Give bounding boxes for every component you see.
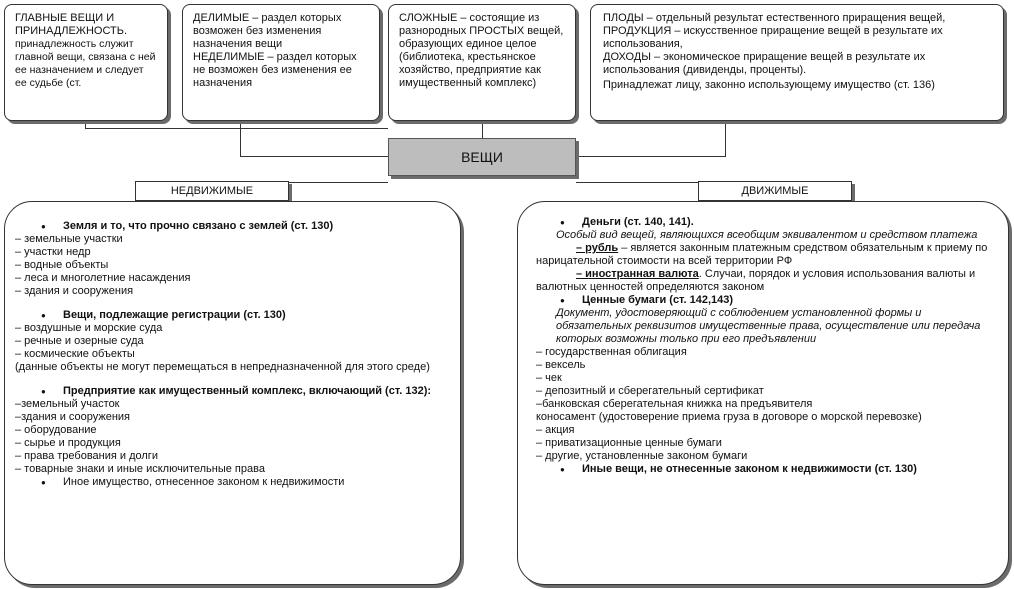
connector-left bbox=[289, 182, 388, 183]
box-main-things-title: ГЛАВНЫЕ ВЕЩИ И ПРИНАДЛЕЖНОСТЬ. bbox=[15, 12, 128, 37]
center-title: ВЕЩИ bbox=[461, 149, 503, 165]
list-item: – земельные участки bbox=[15, 233, 123, 245]
list-item: – чек bbox=[536, 372, 562, 384]
box-fruits bbox=[590, 4, 1004, 121]
list-item: – другие, установленные законом бумаги bbox=[536, 450, 748, 462]
box-main-things-text: принадлежность служит главной вещи, связана с ней ее назначением и следует ее судьбе (ст. bbox=[15, 38, 156, 89]
label-movable: ДВИЖИМЫЕ bbox=[698, 181, 852, 201]
box-complex bbox=[388, 4, 576, 121]
securities-list bbox=[536, 346, 994, 463]
list-item: – оборудование bbox=[15, 424, 97, 436]
complex-text: – состоящие из разнородных ПРОСТЫХ вещей, образующих единое целое (библиотека, крестьянское хозяйство, предприятие как имущественный комплекс) bbox=[399, 12, 564, 89]
ruble-term: – рубль bbox=[576, 242, 619, 254]
connector-b4 bbox=[725, 121, 726, 157]
connector-b2-h bbox=[240, 156, 388, 157]
securities-description: Документ, удостоверяющий с соблюдением установленной формы и обязательных реквизитов имущественные права, осуществление или передача которых возможны только при его предъявлении bbox=[556, 307, 981, 345]
fruits-line: ПЛОДЫ – отдельный результат естественного приращения вещей, bbox=[603, 12, 946, 24]
box-main-things bbox=[4, 4, 168, 121]
money-description: Особый вид вещей, являющихся всеобщим эквивалентом и средством платежа bbox=[556, 229, 978, 241]
ownership-line: Принадлежат лицу, законно использующему имущество (ст. 136) bbox=[603, 79, 935, 91]
indivisible-text: – раздел которых не возможен без изменения ее назначения bbox=[193, 51, 357, 89]
list-item: – воздушные и морские суда bbox=[15, 322, 163, 334]
list-item: –здания и сооружения bbox=[15, 411, 131, 423]
box-immovable bbox=[4, 201, 461, 585]
list-item: – приватизационные ценные бумаги bbox=[536, 437, 722, 449]
income-line: ДОХОДЫ – экономическое приращение вещей в результате их использования (дивиденды, проценты). bbox=[603, 51, 926, 76]
list-item: – леса и многолетние насаждения bbox=[15, 272, 191, 284]
movable-heading-other: ● Иные вещи, не отнесенные законом к недвижимости (ст. 130) bbox=[534, 463, 994, 476]
immovable-enterprise-list bbox=[15, 398, 444, 476]
list-item: –банковская сберегательная книжка на предъявителя bbox=[536, 398, 813, 410]
immovable-heading-land: ● Земля и то, что прочно связано с землей (ст. 130) bbox=[15, 220, 444, 233]
list-item: – права требования и долги bbox=[15, 450, 158, 462]
connector-b2 bbox=[240, 121, 241, 157]
list-item: – участки недр bbox=[15, 246, 91, 258]
complex-term: СЛОЖНЫЕ bbox=[399, 12, 458, 24]
list-item: коносамент (удостоверение приема груза в договоре о морской перевозке) bbox=[536, 411, 922, 423]
connector-b4-h bbox=[576, 156, 726, 157]
ruble-text: – является законным платежным средством обязательным к приему по нарицательной стоимости на всей территории РФ bbox=[536, 242, 988, 267]
label-immovable: НЕДВИЖИМЫЕ bbox=[135, 181, 289, 201]
products-line: ПРОДУКЦИЯ – искусственное приращение вещей в результате их использования, bbox=[603, 25, 943, 50]
divisible-term: ДЕЛИМЫЕ bbox=[193, 12, 250, 24]
immovable-heading-enterprise: ● Предприятие как имущественный комплекс, включающий (ст. 132): bbox=[15, 385, 444, 398]
list-item: – сырье и продукция bbox=[15, 437, 121, 449]
list-item: – акция bbox=[536, 424, 575, 436]
list-item: – вексель bbox=[536, 359, 586, 371]
center-things bbox=[388, 138, 576, 176]
immovable-land-list bbox=[15, 233, 444, 298]
list-item: – речные и озерные суда bbox=[15, 335, 144, 347]
immovable-heading-other: ● Иное имущество, отнесенное законом к недвижимости bbox=[15, 476, 444, 489]
box-movable bbox=[517, 201, 1009, 585]
list-item: – государственная облигация bbox=[536, 346, 687, 358]
list-item: – депозитный и сберегательный сертификат bbox=[536, 385, 764, 397]
list-item: –земельный участок bbox=[15, 398, 120, 410]
divisible-text: – раздел которых возможен без изменения назначения вещи bbox=[193, 12, 342, 50]
movable-heading-money: ● Деньги (ст. 140, 141). bbox=[534, 216, 994, 229]
immovable-heading-registration: ● Вещи, подлежащие регистрации (ст. 130) bbox=[15, 309, 444, 322]
immovable-registration-list bbox=[15, 322, 444, 361]
indivisible-term: НЕДЕЛИМЫЕ bbox=[193, 51, 265, 63]
connector-b3 bbox=[482, 121, 483, 138]
currency-text: . Случаи, порядок и условия использования валюты и валютных ценностей определяются законом bbox=[536, 268, 976, 293]
connector-right bbox=[576, 182, 698, 183]
list-item: – космические объекты bbox=[15, 348, 135, 360]
movable-heading-securities: ● Ценные бумаги (ст. 142,143) bbox=[534, 294, 994, 307]
list-item: – товарные знаки и иные исключительные права bbox=[15, 463, 265, 475]
list-item: – здания и сооружения bbox=[15, 285, 134, 297]
list-item: – водные объекты bbox=[15, 259, 109, 271]
currency-term: – иностранная валюта bbox=[576, 268, 699, 280]
box-divisible bbox=[182, 4, 380, 121]
connector-b1-h bbox=[85, 128, 388, 129]
immovable-note: (данные объекты не могут перемещаться в непредназначенной для этого среде) bbox=[15, 361, 430, 373]
